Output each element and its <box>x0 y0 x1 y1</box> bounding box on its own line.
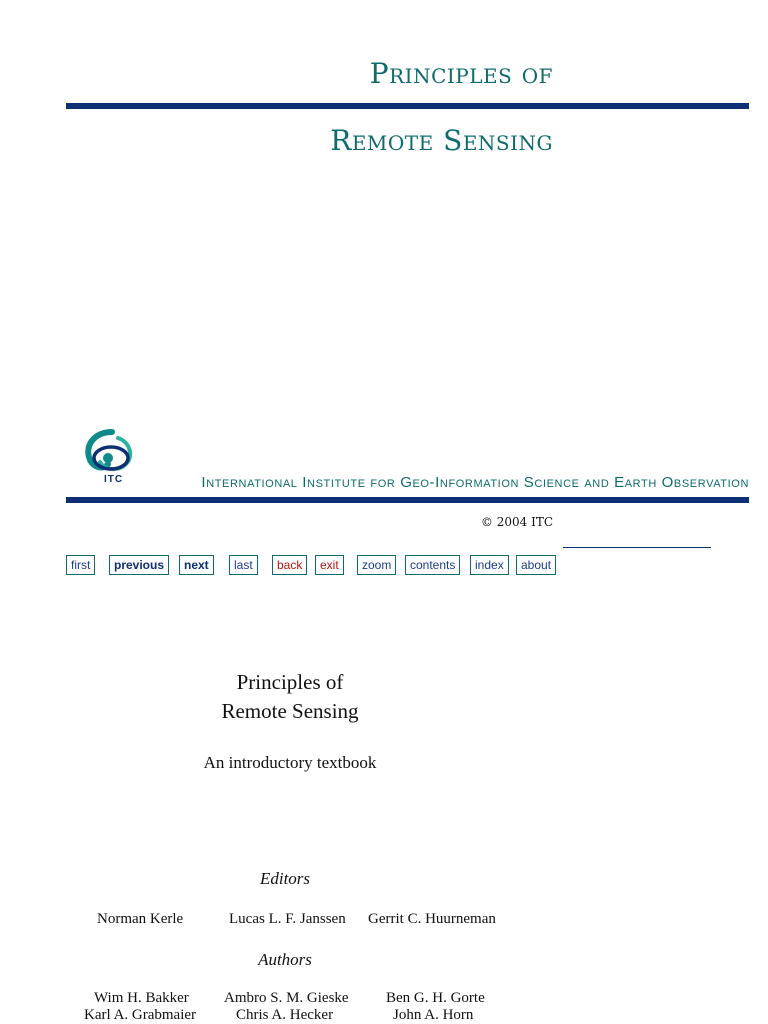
author-name: Wim H. Bakker <box>94 990 189 1006</box>
nav-next-button[interactable]: next <box>179 555 214 575</box>
institute-name: International Institute for Geo-Information Science and Earth Observation <box>201 474 749 491</box>
author-name: Karl A. Grabmaier <box>84 1007 197 1023</box>
nav-about-button[interactable]: about <box>516 555 556 575</box>
nav-zoom-button[interactable]: zoom <box>357 555 396 575</box>
nav-back-button[interactable]: back <box>272 555 307 575</box>
thin-divider <box>563 547 711 548</box>
book-title-line2: Remote Sensing <box>221 699 359 723</box>
editor-name: Lucas L. F. Janssen <box>229 911 346 927</box>
copyright-text: © 2004 ITC <box>480 515 553 529</box>
nav-contents-button[interactable]: contents <box>405 555 460 575</box>
editor-name: Norman Kerle <box>97 911 184 927</box>
author-name: Ambro S. M. Gieske <box>224 990 349 1006</box>
header-rule-bottom <box>66 497 749 503</box>
nav-last-button[interactable]: last <box>229 555 258 575</box>
author-name: John A. Horn <box>393 1007 474 1023</box>
nav-exit-button[interactable]: exit <box>315 555 344 575</box>
book-subtitle: An introductory textbook <box>203 753 377 772</box>
nav-previous-button[interactable]: previous <box>109 555 169 575</box>
header-rule-top <box>66 103 749 109</box>
editors-heading: Editors <box>259 869 311 888</box>
logo-text: ITC <box>104 474 124 485</box>
header-title-line1: Principles of <box>369 57 553 90</box>
nav-index-button[interactable]: index <box>470 555 509 575</box>
header-title-line2: Remote Sensing <box>330 124 553 157</box>
authors-heading: Authors <box>258 950 312 969</box>
book-title-line1: Principles of <box>236 670 344 694</box>
author-name: Ben G. H. Gorte <box>386 990 485 1006</box>
itc-logo-icon <box>82 428 140 488</box>
author-name: Chris A. Hecker <box>236 1007 334 1023</box>
editor-name: Gerrit C. Huurneman <box>368 911 496 927</box>
nav-first-button[interactable]: first <box>66 555 95 575</box>
